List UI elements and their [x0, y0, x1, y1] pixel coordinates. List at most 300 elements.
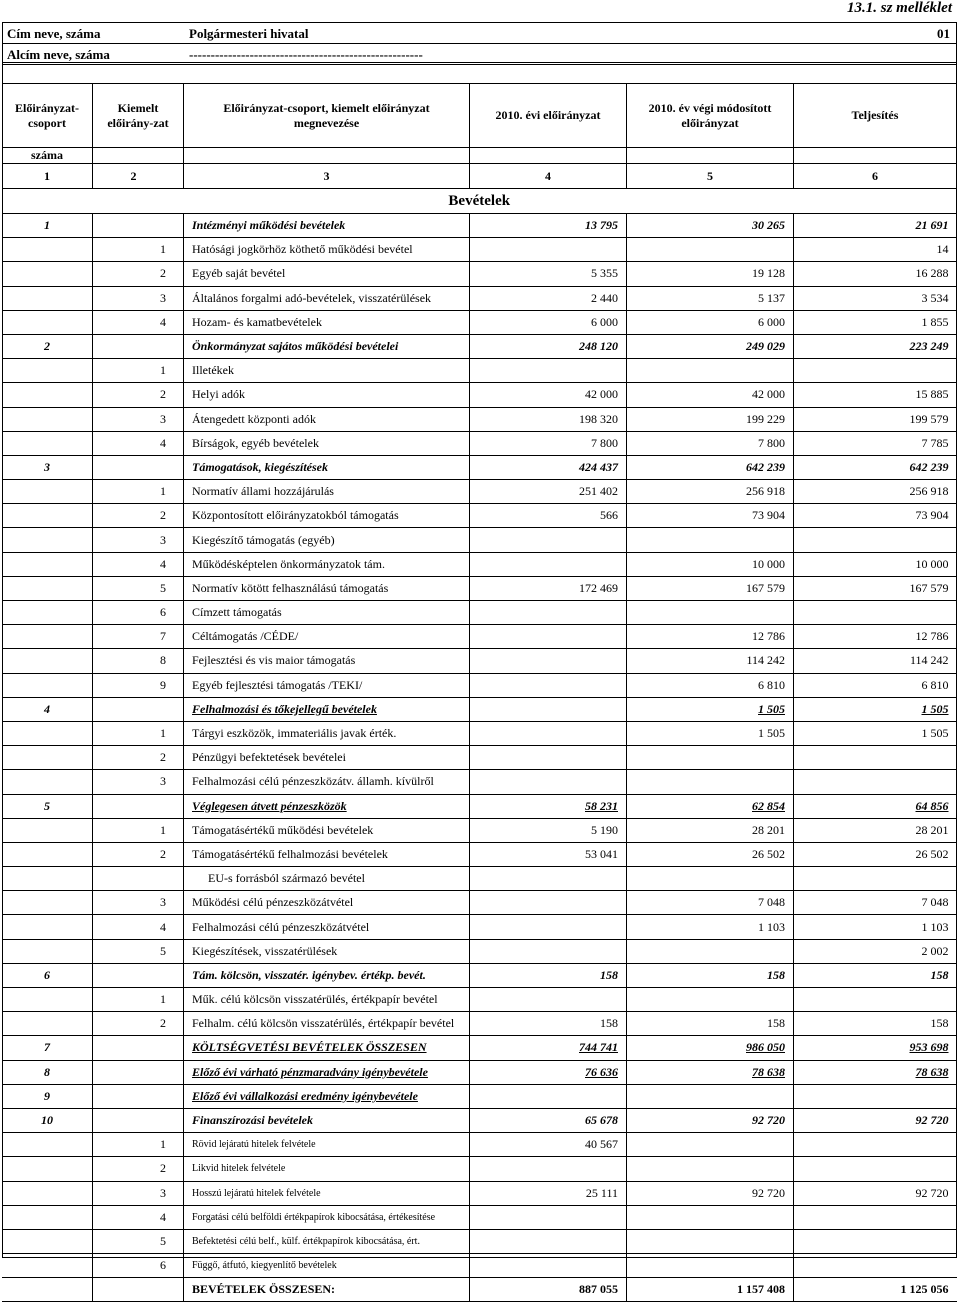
- row-actual: 2 002: [794, 939, 957, 963]
- row-actual: 158: [794, 963, 957, 987]
- row-modified: 92 720: [627, 1181, 794, 1205]
- row-group-number: [2, 576, 93, 600]
- row-budget: [470, 770, 627, 794]
- row-group-number: [2, 1133, 93, 1157]
- table-row: [2, 915, 957, 939]
- col-number: 3: [184, 164, 470, 189]
- row-budget: 744 741: [470, 1036, 627, 1060]
- row-name: Egyéb saját bevétel: [184, 262, 470, 286]
- row-group-number: [2, 552, 93, 576]
- row-item-number: 3: [93, 407, 184, 431]
- row-budget: [470, 915, 627, 939]
- row-actual: 953 698: [794, 1036, 957, 1060]
- row-group-number: 10: [2, 1108, 93, 1132]
- row-modified: 28 201: [627, 818, 794, 842]
- row-name: Működési célú pénzeszközátvétel: [184, 891, 470, 915]
- row-group-number: 7: [2, 1036, 93, 1060]
- row-group-number: [2, 1157, 93, 1181]
- row-name: Befektetési célú belf., külf. értékpapírok kibocsátása, ért.: [184, 1229, 470, 1253]
- revenue-table: [2, 83, 957, 1302]
- row-name: Fejlesztési és vis maior támogatás: [184, 649, 470, 673]
- table-row: [2, 939, 957, 963]
- row-item-number: 3: [93, 528, 184, 552]
- row-item-number: 3: [93, 286, 184, 310]
- row-actual: [794, 746, 957, 770]
- row-budget: 13 795: [470, 214, 627, 238]
- col-number: 2: [93, 164, 184, 189]
- row-item-number: [93, 1278, 184, 1302]
- row-modified: [627, 988, 794, 1012]
- table-row: [2, 455, 957, 479]
- row-group-number: [2, 310, 93, 334]
- row-group-number: [2, 770, 93, 794]
- row-budget: [470, 359, 627, 383]
- row-group-number: [2, 1229, 93, 1253]
- row-item-number: 1: [93, 818, 184, 842]
- row-item-number: 1: [93, 721, 184, 745]
- table-row: [2, 842, 957, 866]
- row-budget: 158: [470, 963, 627, 987]
- row-item-number: 1: [93, 1133, 184, 1157]
- row-modified: 42 000: [627, 383, 794, 407]
- row-name: Általános forgalmi adó-bevételek, visszatérülések: [184, 286, 470, 310]
- row-actual: [794, 528, 957, 552]
- row-actual: 642 239: [794, 455, 957, 479]
- section-title: Bevételek: [2, 189, 957, 214]
- table-row: [2, 383, 957, 407]
- col-name-header: Előirányzat-csoport, kiemelt előirányzat megnevezése: [184, 84, 470, 148]
- table-row: [2, 262, 957, 286]
- row-group-number: 3: [2, 455, 93, 479]
- row-group-number: [2, 359, 93, 383]
- table-row: [2, 1205, 957, 1229]
- row-budget: 251 402: [470, 480, 627, 504]
- row-item-number: 2: [93, 262, 184, 286]
- cim-code: 01: [937, 26, 950, 41]
- row-actual: 92 720: [794, 1108, 957, 1132]
- row-budget: [470, 1084, 627, 1108]
- row-actual: 1 125 056: [794, 1278, 957, 1302]
- row-actual: 7 785: [794, 431, 957, 455]
- row-group-number: [2, 238, 93, 262]
- column-header-sub-row: [2, 148, 957, 164]
- row-item-number: 6: [93, 601, 184, 625]
- row-name: Címzett támogatás: [184, 601, 470, 625]
- row-modified: [627, 359, 794, 383]
- table-row: [2, 1012, 957, 1036]
- row-modified: [627, 528, 794, 552]
- row-name: Hatósági jogkörhöz köthető működési bevétel: [184, 238, 470, 262]
- row-item-number: [93, 867, 184, 891]
- table-row: [2, 770, 957, 794]
- row-name: Helyi adók: [184, 383, 470, 407]
- row-modified: 19 128: [627, 262, 794, 286]
- column-number-row: [2, 164, 957, 189]
- row-name: KÖLTSÉGVETÉSI BEVÉTELEK ÖSSZESEN: [184, 1036, 470, 1060]
- row-item-number: 1: [93, 359, 184, 383]
- table-row: [2, 310, 957, 334]
- row-budget: [470, 988, 627, 1012]
- row-group-number: [2, 867, 93, 891]
- row-name: Hozam- és kamatbevételek: [184, 310, 470, 334]
- row-budget: [470, 1205, 627, 1229]
- row-group-number: 9: [2, 1084, 93, 1108]
- row-budget: 53 041: [470, 842, 627, 866]
- row-group-number: [2, 431, 93, 455]
- row-group-number: [2, 504, 93, 528]
- table-row: [2, 697, 957, 721]
- row-name: Normatív kötött felhasználású támogatás: [184, 576, 470, 600]
- row-modified: 1 505: [627, 697, 794, 721]
- row-item-number: 3: [93, 1181, 184, 1205]
- row-group-number: 1: [2, 214, 93, 238]
- row-item-number: [93, 1036, 184, 1060]
- row-actual: 1 505: [794, 721, 957, 745]
- row-budget: [470, 552, 627, 576]
- table-row: [2, 1229, 957, 1253]
- row-group-number: 4: [2, 697, 93, 721]
- row-actual: 92 720: [794, 1181, 957, 1205]
- row-item-number: 2: [93, 1157, 184, 1181]
- row-group-number: [2, 939, 93, 963]
- row-item-number: 9: [93, 673, 184, 697]
- annex-reference: 13.1. sz melléklet: [847, 0, 952, 16]
- row-modified: 642 239: [627, 455, 794, 479]
- row-item-number: [93, 214, 184, 238]
- row-modified: 73 904: [627, 504, 794, 528]
- row-name: Likvid hitelek felvétele: [184, 1157, 470, 1181]
- row-name: Felhalmozási és tőkejellegű bevételek: [184, 697, 470, 721]
- row-item-number: 4: [93, 1205, 184, 1229]
- row-budget: [470, 601, 627, 625]
- row-budget: [470, 1229, 627, 1253]
- cim-value: Polgármesteri hivatal: [189, 26, 309, 41]
- row-item-number: 2: [93, 504, 184, 528]
- row-modified: 249 029: [627, 334, 794, 358]
- table-row: [2, 504, 957, 528]
- row-item-number: [93, 794, 184, 818]
- row-actual: [794, 770, 957, 794]
- col-number: 5: [627, 164, 794, 189]
- row-budget: 424 437: [470, 455, 627, 479]
- row-modified: 62 854: [627, 794, 794, 818]
- row-group-number: [2, 842, 93, 866]
- row-modified: [627, 238, 794, 262]
- row-item-number: 5: [93, 576, 184, 600]
- row-actual: 1 103: [794, 915, 957, 939]
- row-budget: [470, 238, 627, 262]
- row-name: Véglegesen átvett pénzeszközök: [184, 794, 470, 818]
- row-budget: 2 440: [470, 286, 627, 310]
- row-actual: 73 904: [794, 504, 957, 528]
- row-group-number: 2: [2, 334, 93, 358]
- table-row: [2, 746, 957, 770]
- col-number: 4: [470, 164, 627, 189]
- row-item-number: 1: [93, 480, 184, 504]
- row-budget: [470, 939, 627, 963]
- row-item-number: 6: [93, 1254, 184, 1278]
- row-item-number: 2: [93, 842, 184, 866]
- row-name: Intézményi működési bevételek: [184, 214, 470, 238]
- row-actual: [794, 1205, 957, 1229]
- alcim-label: Alcím neve, száma: [7, 47, 110, 62]
- row-item-number: 2: [93, 746, 184, 770]
- row-group-number: [2, 673, 93, 697]
- row-budget: [470, 697, 627, 721]
- table-row: [2, 1157, 957, 1181]
- table-row: [2, 794, 957, 818]
- row-modified: 12 786: [627, 625, 794, 649]
- row-name: Illetékek: [184, 359, 470, 383]
- table-row: [2, 891, 957, 915]
- row-modified: 256 918: [627, 480, 794, 504]
- row-modified: [627, 939, 794, 963]
- row-name: Központosított előirányzatokból támogatás: [184, 504, 470, 528]
- row-budget: [470, 721, 627, 745]
- row-modified: [627, 770, 794, 794]
- row-group-number: [2, 1254, 93, 1278]
- row-actual: [794, 359, 957, 383]
- col-budget-header: 2010. évi előirányzat: [470, 84, 627, 148]
- row-modified: 1 103: [627, 915, 794, 939]
- row-actual: [794, 1254, 957, 1278]
- row-modified: [627, 867, 794, 891]
- row-name: Előző évi vállalkozási eredmény igénybevétele: [184, 1084, 470, 1108]
- row-budget: [470, 891, 627, 915]
- row-name: BEVÉTELEK ÖSSZESEN:: [184, 1278, 470, 1302]
- row-actual: [794, 988, 957, 1012]
- row-group-number: [2, 915, 93, 939]
- row-budget: [470, 867, 627, 891]
- table-row: [2, 818, 957, 842]
- row-group-number: [2, 286, 93, 310]
- row-item-number: [93, 963, 184, 987]
- row-modified: 158: [627, 963, 794, 987]
- row-actual: 21 691: [794, 214, 957, 238]
- table-row: [2, 528, 957, 552]
- row-item-number: [93, 334, 184, 358]
- col-group-header: [2, 84, 93, 148]
- row-item-number: 4: [93, 431, 184, 455]
- table-row: [2, 576, 957, 600]
- cim-row: [2, 22, 957, 44]
- row-budget: 566: [470, 504, 627, 528]
- table-row: [2, 673, 957, 697]
- row-budget: 887 055: [470, 1278, 627, 1302]
- row-group-number: [2, 746, 93, 770]
- row-modified: 199 229: [627, 407, 794, 431]
- table-row: [2, 480, 957, 504]
- row-budget: [470, 528, 627, 552]
- row-actual: [794, 1133, 957, 1157]
- row-budget: 5 190: [470, 818, 627, 842]
- row-item-number: 1: [93, 988, 184, 1012]
- row-name: Hosszú lejáratú hitelek felvétele: [184, 1181, 470, 1205]
- row-modified: 7 800: [627, 431, 794, 455]
- row-item-number: 2: [93, 1012, 184, 1036]
- row-actual: 3 534: [794, 286, 957, 310]
- row-name: Kiegészítő támogatás (egyéb): [184, 528, 470, 552]
- table-row: [2, 359, 957, 383]
- row-item-number: 2: [93, 383, 184, 407]
- table-row: [2, 214, 957, 238]
- row-actual: [794, 867, 957, 891]
- row-item-number: 8: [93, 649, 184, 673]
- row-item-number: 3: [93, 770, 184, 794]
- col-highlighted-header: Kiemelt előirány-zat: [93, 84, 184, 148]
- row-modified: 78 638: [627, 1060, 794, 1084]
- table-row: [2, 988, 957, 1012]
- row-budget: [470, 1157, 627, 1181]
- row-budget: 5 355: [470, 262, 627, 286]
- row-actual: 14: [794, 238, 957, 262]
- row-actual: 256 918: [794, 480, 957, 504]
- row-group-number: [2, 891, 93, 915]
- row-name: Bírságok, egyéb bevételek: [184, 431, 470, 455]
- row-actual: [794, 601, 957, 625]
- row-item-number: 4: [93, 310, 184, 334]
- row-name: Önkormányzat sajátos működési bevételei: [184, 334, 470, 358]
- table-row: [2, 1254, 957, 1278]
- row-group-number: 5: [2, 794, 93, 818]
- row-modified: 7 048: [627, 891, 794, 915]
- row-budget: [470, 673, 627, 697]
- row-group-number: [2, 649, 93, 673]
- row-name: Támogatásértékű felhalmozási bevételek: [184, 842, 470, 866]
- table-row: [2, 334, 957, 358]
- row-actual: 26 502: [794, 842, 957, 866]
- cim-label: Cím neve, száma: [7, 26, 101, 41]
- row-modified: 114 242: [627, 649, 794, 673]
- row-name: Felhalmozási célú pénzeszközátv. államh. kívülről: [184, 770, 470, 794]
- table-row: [2, 1133, 957, 1157]
- row-actual: 158: [794, 1012, 957, 1036]
- row-modified: [627, 746, 794, 770]
- row-group-number: [2, 480, 93, 504]
- row-group-number: [2, 625, 93, 649]
- col-group-sub: száma: [2, 148, 93, 164]
- row-name: Normatív állami hozzájárulás: [184, 480, 470, 504]
- col-number: 1: [2, 164, 93, 189]
- row-name: Felhalmozási célú pénzeszközátvétel: [184, 915, 470, 939]
- row-budget: 172 469: [470, 576, 627, 600]
- row-item-number: 3: [93, 891, 184, 915]
- row-modified: [627, 1254, 794, 1278]
- col-number: 6: [794, 164, 957, 189]
- row-name: Finanszírozási bevételek: [184, 1108, 470, 1132]
- col-actual-header: Teljesítés: [794, 84, 957, 148]
- table-row: [2, 625, 957, 649]
- row-group-number: [2, 818, 93, 842]
- row-budget: 76 636: [470, 1060, 627, 1084]
- row-group-number: [2, 1181, 93, 1205]
- alcim-value: ------------------------------------------------------: [189, 47, 423, 62]
- row-name: Egyéb fejlesztési támogatás /TEKI/: [184, 673, 470, 697]
- row-group-number: [2, 528, 93, 552]
- table-row: [2, 721, 957, 745]
- table-row: [2, 1181, 957, 1205]
- row-group-number: [2, 407, 93, 431]
- row-modified: 5 137: [627, 286, 794, 310]
- row-modified: 10 000: [627, 552, 794, 576]
- row-name: EU-s forrásból származó bevétel: [184, 867, 470, 891]
- column-header-row: [2, 84, 957, 148]
- col-modified-header: 2010. év végi módosított előirányzat: [627, 84, 794, 148]
- row-modified: [627, 601, 794, 625]
- table-row: [2, 1084, 957, 1108]
- row-modified: 1 505: [627, 721, 794, 745]
- row-name: Támogatások, kiegészítések: [184, 455, 470, 479]
- row-name: Működésképtelen önkormányzatok tám.: [184, 552, 470, 576]
- row-actual: 64 856: [794, 794, 957, 818]
- section-title-row: [2, 189, 957, 214]
- row-name: Felhalm. célú kölcsön visszatérülés, értékpapír bevétel: [184, 1012, 470, 1036]
- table-row: [2, 1036, 957, 1060]
- row-actual: 223 249: [794, 334, 957, 358]
- table-row: [2, 649, 957, 673]
- row-budget: 7 800: [470, 431, 627, 455]
- table-row: [2, 1060, 957, 1084]
- row-name: Forgatási célú belföldi értékpapírok kibocsátása, értékesítése: [184, 1205, 470, 1229]
- row-actual: 15 885: [794, 383, 957, 407]
- row-actual: 1 505: [794, 697, 957, 721]
- row-actual: 16 288: [794, 262, 957, 286]
- table-row: [2, 286, 957, 310]
- row-item-number: [93, 455, 184, 479]
- row-modified: [627, 1229, 794, 1253]
- row-modified: [627, 1157, 794, 1181]
- row-name: Függő, átfutó, kiegyenlítő bevételek: [184, 1254, 470, 1278]
- row-name: Támogatásértékű működési bevételek: [184, 818, 470, 842]
- row-group-number: [2, 1278, 93, 1302]
- row-actual: [794, 1084, 957, 1108]
- row-modified: 158: [627, 1012, 794, 1036]
- row-actual: 167 579: [794, 576, 957, 600]
- row-budget: [470, 649, 627, 673]
- row-group-number: [2, 262, 93, 286]
- row-group-number: [2, 601, 93, 625]
- row-group-number: 8: [2, 1060, 93, 1084]
- row-group-number: [2, 1205, 93, 1229]
- row-item-number: [93, 697, 184, 721]
- row-modified: 92 720: [627, 1108, 794, 1132]
- row-modified: [627, 1084, 794, 1108]
- row-budget: 198 320: [470, 407, 627, 431]
- row-group-number: [2, 721, 93, 745]
- row-name: Céltámogatás /CÉDE/: [184, 625, 470, 649]
- row-budget: 25 111: [470, 1181, 627, 1205]
- row-budget: [470, 746, 627, 770]
- table-row: [2, 1278, 957, 1302]
- row-modified: 6 000: [627, 310, 794, 334]
- row-item-number: 4: [93, 552, 184, 576]
- row-actual: 6 810: [794, 673, 957, 697]
- row-name: Előző évi várható pénzmaradvány igénybevétele: [184, 1060, 470, 1084]
- row-budget: [470, 1254, 627, 1278]
- col-group-label: Előirányzat-csoport: [15, 100, 79, 130]
- row-modified: 1 157 408: [627, 1278, 794, 1302]
- row-item-number: 5: [93, 1229, 184, 1253]
- row-actual: 78 638: [794, 1060, 957, 1084]
- row-item-number: 1: [93, 238, 184, 262]
- table-row: [2, 407, 957, 431]
- table-row: [2, 431, 957, 455]
- row-modified: 6 810: [627, 673, 794, 697]
- row-item-number: 7: [93, 625, 184, 649]
- row-group-number: [2, 383, 93, 407]
- row-name: Pénzügyi befektetések bevételei: [184, 746, 470, 770]
- row-item-number: [93, 1108, 184, 1132]
